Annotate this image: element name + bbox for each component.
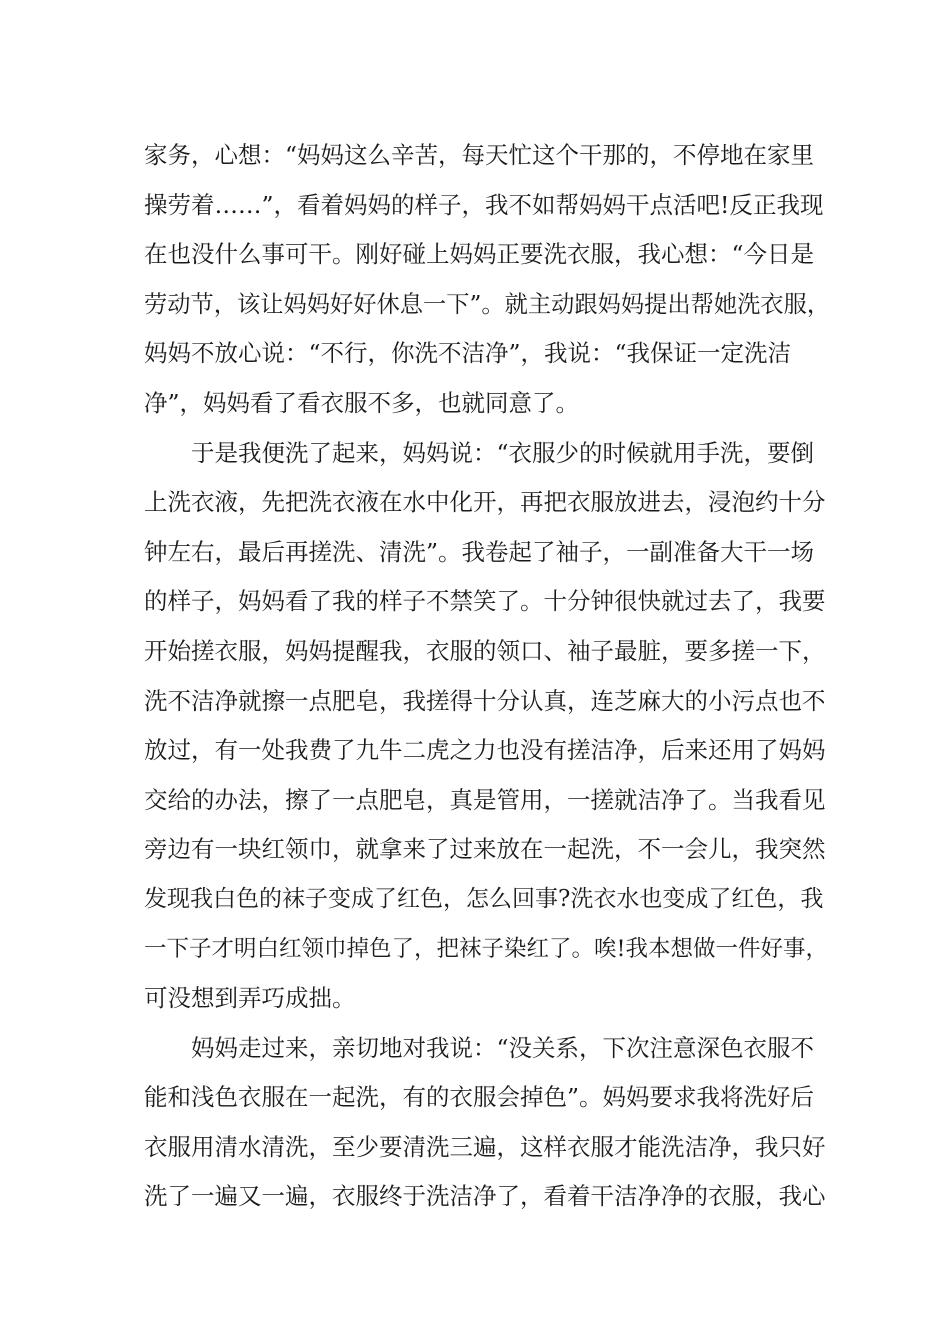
text-line: 洗不洁净就擦一点肥皂，我搓得十分认真，连芝麻大的小污点也不 [144,686,826,715]
text-line: 交给的办法，擦了一点肥皂，真是管用，一搓就洁净了。当我看见 [144,785,826,814]
text-line: 洗了一遍又一遍，衣服终于洗洁净了，看着干洁净净的衣服，我心 [144,1182,826,1211]
text-line: 可没想到弄巧成拙。 [144,984,356,1013]
body-text [144,131,831,1222]
text-line: 开始搓衣服，妈妈提醒我，衣服的领口、袖子最脏，要多搓一下， [144,636,826,665]
text-line: 旁边有一块红领巾，就拿来了过来放在一起洗，不一会儿，我突然 [144,835,826,864]
text-line-indented: 妈妈走过来，亲切地对我说：“没关系，下次注意深色衣服不 [191,1033,815,1062]
paragraph-3 [144,1024,824,1222]
text-line: 放过，有一处我费了九牛二虎之力也没有搓洁净，后来还用了妈妈 [144,736,826,765]
text-line: 净”，妈妈看了看衣服不多，也就同意了。 [144,388,580,417]
text-line: 钟左右，最后再搓洗、清洗”。我卷起了袖子，一副准备大干一场 [144,537,815,566]
text-line: 家务，心想：“妈妈这么辛苦，每天忙这个干那的，不停地在家里 [144,141,815,169]
paragraph-1 [144,131,831,429]
paragraph-2 [144,429,829,1024]
text-line: 发现我白色的袜子变成了红色，怎么回事?洗衣水也变成了红色，我 [144,885,824,912]
text-line: 能和浅色衣服在一起洗，有的衣服会掉色”。妈妈要求我将洗好后 [144,1083,815,1112]
text-line: 一下子才明白红领巾掉色了，把袜子染红了。唉!我本想做一件好事， [144,935,829,962]
text-line: 上洗衣液，先把洗衣液在水中化开，再把衣服放进去，浸泡约十分 [144,488,826,517]
text-line-indented: 于是我便洗了起来，妈妈说：“衣服少的时候就用手洗，要倒 [191,438,815,467]
text-line: 衣服用清水清洗，至少要清洗三遍，这样衣服才能洗洁净，我只好 [144,1132,826,1161]
text-line: 在也没什么事可干。刚好碰上妈妈正要洗衣服，我心想：“今日是 [144,240,815,269]
text-line: 劳动节，该让妈妈好好休息一下”。就主动跟妈妈提出帮她洗衣服， [144,290,831,318]
text-line: 的样子，妈妈看了我的样子不禁笑了。十分钟很快就过去了，我要 [144,587,826,616]
text-line: 操劳着……”，看着妈妈的样子，我不如帮妈妈干点活吧!反正我现 [144,190,824,219]
text-line: 妈妈不放心说：“不行，你洗不洁净”，我说：“我保证一定洗洁 [144,339,792,368]
